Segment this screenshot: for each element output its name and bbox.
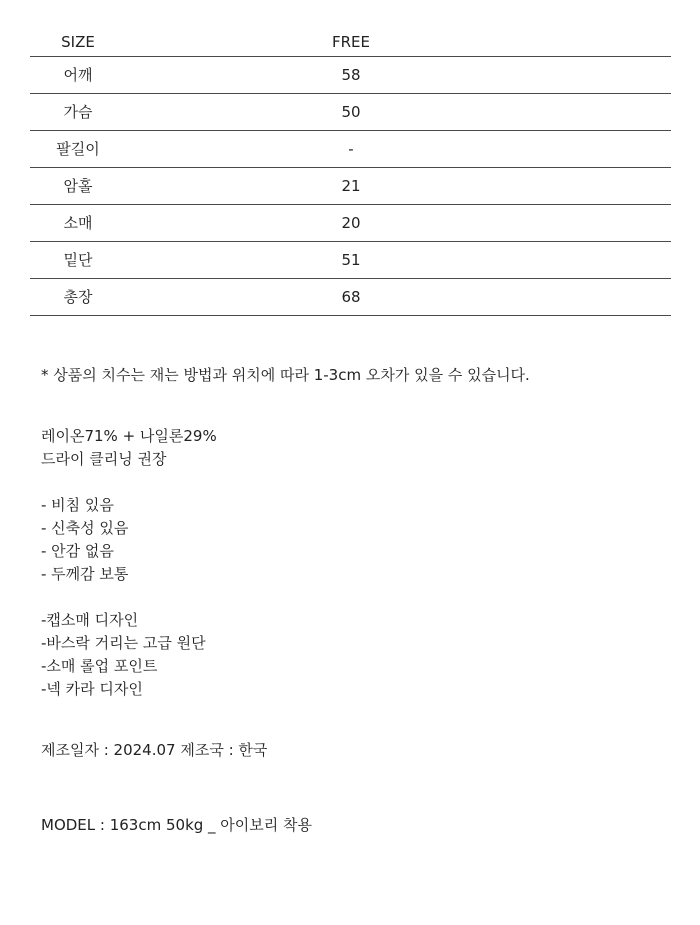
row-label: 총장 xyxy=(63,288,93,306)
header-size-label: SIZE xyxy=(61,32,95,51)
property-item: - 두께감 보통 xyxy=(41,565,129,583)
manufacture-info: 제조일자 : 2024.07 제조국 : 한국 xyxy=(41,741,268,759)
row-label: 암홀 xyxy=(63,177,93,195)
product-notes xyxy=(41,364,681,837)
row-label: 팔길이 xyxy=(56,140,100,158)
feature-item: -넥 카라 디자인 xyxy=(41,680,143,698)
table-row xyxy=(30,130,671,167)
row-value: 51 xyxy=(341,250,361,269)
row-value: 58 xyxy=(341,65,361,84)
row-label: 소매 xyxy=(63,214,93,232)
row-value: - xyxy=(348,139,354,158)
row-label: 밑단 xyxy=(63,251,93,269)
property-item: - 비침 있음 xyxy=(41,496,114,514)
row-value: 50 xyxy=(341,102,361,121)
property-item: - 안감 없음 xyxy=(41,542,114,560)
row-value: 68 xyxy=(341,287,361,306)
material-composition: 레이온71% + 나일론29% xyxy=(41,427,217,445)
feature-item: -소매 롤업 포인트 xyxy=(41,657,158,675)
table-row xyxy=(30,56,671,93)
row-value: 21 xyxy=(341,176,361,195)
size-table xyxy=(30,26,671,316)
care-instructions: 드라이 클리닝 권장 xyxy=(41,450,167,468)
table-row xyxy=(30,204,671,241)
feature-item: -바스락 거리는 고급 원단 xyxy=(41,634,206,652)
table-row xyxy=(30,93,671,130)
header-spacer xyxy=(576,26,671,56)
measurement-disclaimer: * 상품의 치수는 재는 방법과 위치에 따라 1-3cm 오차가 있을 수 있습니다. xyxy=(41,366,530,384)
row-label: 어깨 xyxy=(63,66,93,84)
row-value: 20 xyxy=(341,213,361,232)
header-free-label: FREE xyxy=(331,32,370,51)
row-label: 가슴 xyxy=(63,103,93,121)
model-info: MODEL : 163cm 50kg _ 아이보리 착용 xyxy=(41,816,313,834)
size-table-header xyxy=(30,26,671,56)
property-item: - 신축성 있음 xyxy=(41,519,129,537)
table-row xyxy=(30,167,671,204)
table-row xyxy=(30,278,671,315)
table-row xyxy=(30,241,671,278)
feature-item: -캡소매 디자인 xyxy=(41,611,139,629)
